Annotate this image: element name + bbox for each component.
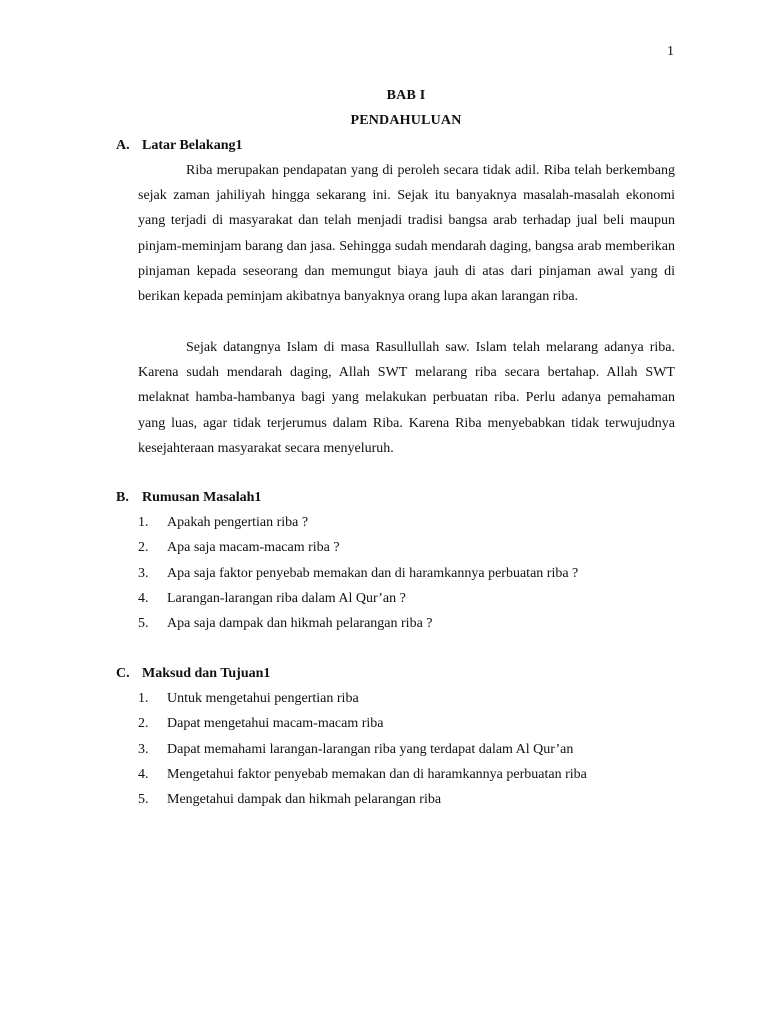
list-text: Apakah pengertian riba ? <box>167 515 309 530</box>
list-number: 5. <box>138 616 149 632</box>
list-item <box>138 737 587 762</box>
list-item <box>138 535 578 560</box>
objective-list <box>138 686 587 812</box>
paragraph: Riba merupakan pendapatan yang di peroleh secara tidak adil. Riba telah berkembang sejak zaman jahiliyah hingga sekarang ini. Sejak itu banyaknya masalah-masalah ekonomi yang terjadi di masyarakat dan telah menjadi tradisi bangsa arab terhadap jual beli maupun pinjam-meminjam barang dan jasa. Sehingga sudah mendarah daging, bangsa arab memberikan pinjaman kepada seseorang dan memungut biaya jauh di atas dari pinjaman awal yang di berikan kepada peminjam akibatnya banyaknya orang lupa akan larangan riba. <box>138 163 675 305</box>
list-text: Mengetahui dampak dan hikmah pelarangan riba <box>167 792 442 808</box>
list-number: 4. <box>138 590 149 606</box>
list-text: Apa saja macam-macam riba ? <box>167 540 340 556</box>
list-number: 2. <box>138 540 149 556</box>
list-number: 1. <box>138 515 149 530</box>
section-heading-maksud-tujuan <box>116 666 270 682</box>
list-item <box>138 586 578 611</box>
list-text: Untuk mengetahui pengertian riba <box>167 691 359 706</box>
section-title-text: Maksud dan Tujuan1 <box>142 666 271 681</box>
section-letter: C. <box>116 666 130 681</box>
list-item <box>138 510 578 535</box>
section-heading-latar-belakang <box>116 138 242 154</box>
list-text: Mengetahui faktor penyebab memakan dan di haramkannya perbuatan riba <box>167 766 587 782</box>
list-number: 4. <box>138 766 149 782</box>
page-number: 1 <box>667 44 674 59</box>
list-item <box>138 686 587 711</box>
list-text: Apa saja dampak dan hikmah pelarangan riba ? <box>167 616 433 632</box>
section-heading-rumusan-masalah <box>116 490 261 506</box>
list-number: 1. <box>138 691 149 706</box>
list-item <box>138 561 578 586</box>
section-letter: B. <box>116 490 129 505</box>
list-number: 2. <box>138 716 149 732</box>
list-number: 3. <box>138 741 149 757</box>
list-text: Apa saja faktor penyebab memakan dan di haramkannya perbuatan riba ? <box>167 565 579 581</box>
section-title-text: Latar Belakang1 <box>142 138 243 153</box>
list-number: 5. <box>138 792 149 808</box>
list-text: Dapat mengetahui macam-macam riba <box>167 716 384 732</box>
problem-list <box>138 510 578 636</box>
section-title-text: Rumusan Masalah1 <box>142 490 262 505</box>
list-item <box>138 711 587 736</box>
list-item <box>138 611 578 636</box>
list-item <box>138 762 587 787</box>
paragraph: Sejak datangnya Islam di masa Rasullullah saw. Islam telah melarang adanya riba. Karena sudah mendarah daging, Allah SWT melarang riba secara bertahap. Allah SWT melaknat hamba-hambanya bagi yang melakukan perbuatan riba. Perlu adanya pemahaman yang luas, agar tidak terjerumus dalam Riba. Karena Riba menyebabkan tidak terwujudnya kesejahteraan masyarakat secara menyeluruh. <box>138 340 675 456</box>
list-number: 3. <box>138 565 149 581</box>
section-letter: A. <box>116 138 130 153</box>
list-text: Larangan-larangan riba dalam Al Qur’an ? <box>167 590 406 606</box>
chapter-label: BAB I <box>386 88 426 103</box>
list-item <box>138 787 587 812</box>
list-text: Dapat memahami larangan-larangan riba yang terdapat dalam Al Qur’an <box>167 741 574 757</box>
chapter-title: PENDAHULUAN <box>350 113 462 128</box>
